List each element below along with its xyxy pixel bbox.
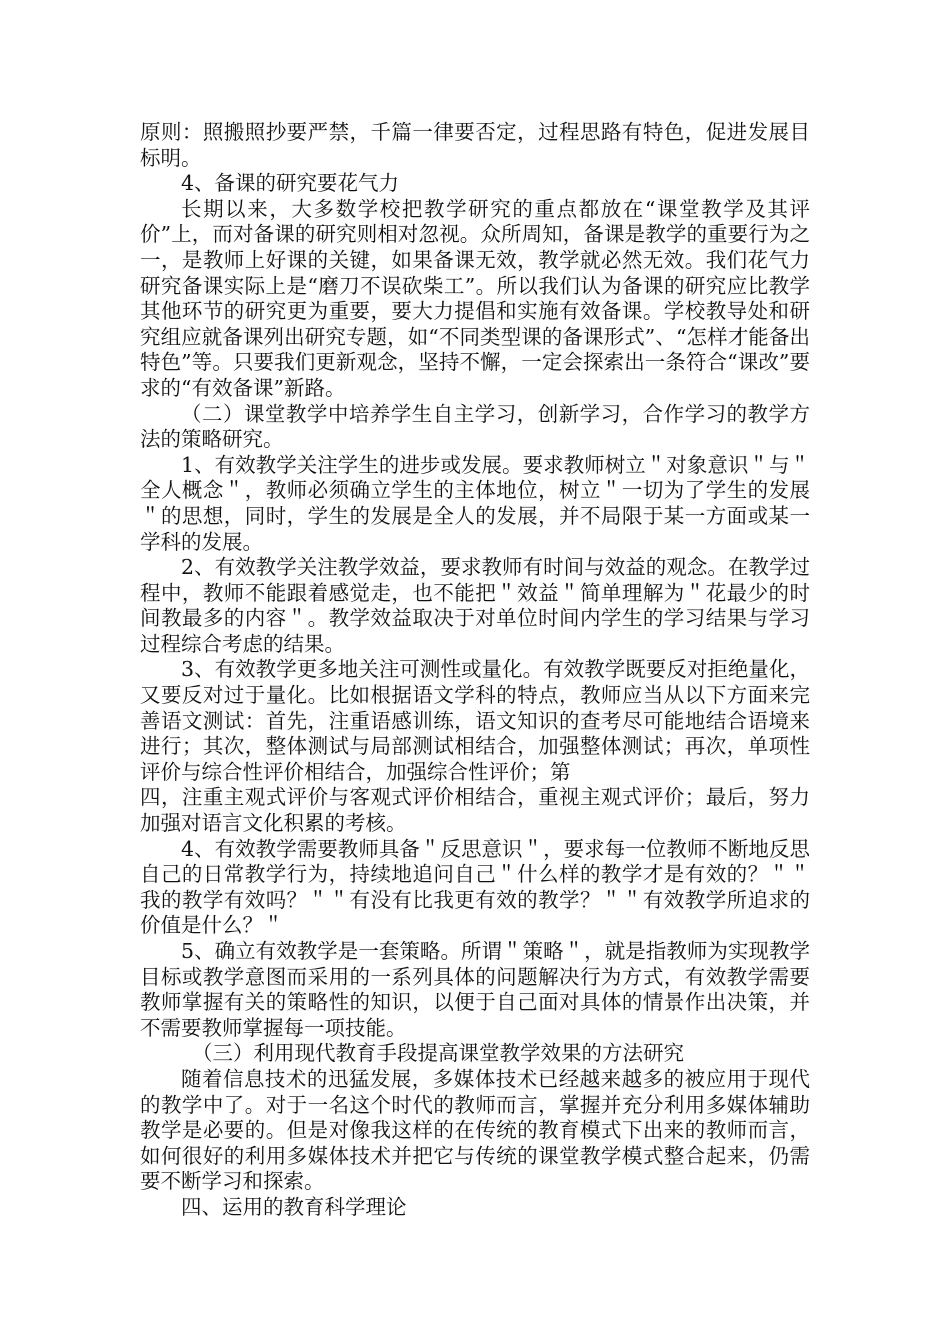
paragraph-principle: 原则：照搬照抄要严禁，千篇一律要否定，过程思路有特色，促进发展目标明。: [140, 120, 810, 170]
paragraph-item-1: 1、有效教学关注学生的进步或发展。要求教师树立＂对象意识＂与＂全人概念＂，教师必须确立学生的主体地位，树立＂一切为了学生的发展＂的思想，同时，学生的发展是全人的发展，并不局限于某一方面或某一学科的发展。: [140, 452, 810, 554]
paragraph-item-4: 4、有效教学需要教师具备＂反思意识＂，要求每一位教师不断地反思自己的日常教学行为，持续地追问自己＂什么样的教学才是有效的？＂＂我的教学有效吗？＂＂有没有比我更有效的教学？＂＂有效教学所追求的价值是什么？＂: [140, 836, 810, 938]
heading-section-four: 四、运用的教育科学理论: [181, 1194, 407, 1219]
paragraph-lesson-prep: 长期以来，大多数学校把教学研究的重点都放在“课堂教学及其评价”上，而对备课的研究则相对忽视。众所周知，备课是教学的重要行为之一，是教师上好课的关键，如果备课无效，教学就必然无效。我们花气力研究备课实际上是“磨刀不误砍柴工”。所以我们认为备课的研究应比教学其他环节的研究更为重要，要大力提倡和实施有效备课。学校教导处和研究组应就备课列出研究专题，如“不同类型课的备课形式”、“怎样才能备出特色”等。只要我们更新观念，坚持不懈，一定会探索出一条符合“课改”要求的“有效备课”新路。: [140, 196, 810, 400]
paragraph-item-5: 5、确立有效教学是一套策略。所谓＂策略＂，就是指教师为实现教学目标或教学意图而采用的一系列具体的问题解决行为方式，有效教学需要教师掌握有关的策略性的知识，以便于自己面对具体的情景作出决策，并不需要教师掌握每一项技能。: [140, 939, 810, 1040]
paragraph-multimedia: 随着信息技术的迅猛发展，多媒体技术已经越来越多的被应用于现代的教学中了。对于一名这个时代的教师而言，掌握并充分利用多媒体辅助教学是必要的。但是对像我这样的在传统的教育模式下出来的教师而言，如何很好的利用多媒体技术并把它与传统的课堂教学模式整合起来，仍需要不断学习和探索。: [140, 1066, 810, 1194]
paragraph-item-3: 3、有效教学更多地关注可测性或量化。有效教学既要反对拒绝量化，又要反对过于量化。比如根据语文学科的特点，教师应当从以下方面来完善语文测试：首先，注重语感训练，语文知识的查考尽可能地结合语境来进行；其次，整体测试与局部测试相结合，加强整体测试；再次，单项性评价与综合性评价相结合，加强综合性评价；第: [140, 657, 810, 784]
heading-lesson-prep: 4、备课的研究要花气力: [181, 171, 400, 196]
paragraph-item-2: 2、有效教学关注教学效益，要求教师有时间与效益的观念。在教学过程中，教师不能跟着感觉走，也不能把＂效益＂简单理解为＂花最少的时间教最多的内容＂。教学效益取决于对单位时间内学生的学习结果与学习过程综合考虑的结果。: [140, 555, 810, 656]
heading-section-two: （二）课堂教学中培养学生自主学习，创新学习，合作学习的教学方法的策略研究。: [140, 401, 810, 452]
heading-section-three: （三）利用现代教育手段提高课堂教学效果的方法研究: [192, 1041, 684, 1066]
paragraph-item-3-continued: 四，注重主观式评价与客观式评价相结合，重视主观式评价；最后，努力加强对语言文化积累的考核。: [140, 785, 810, 836]
document-body: [140, 120, 810, 1221]
